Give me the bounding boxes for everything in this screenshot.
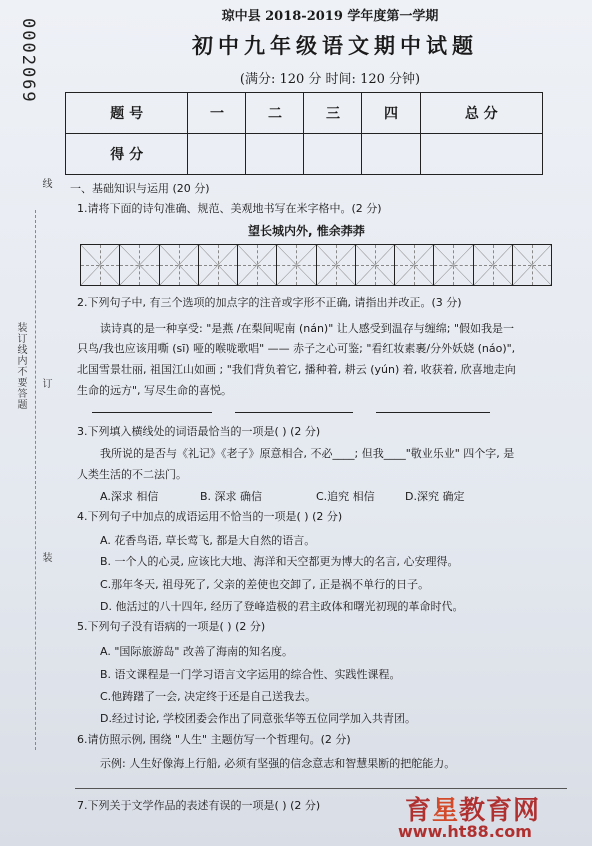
q4-option: A. 花香鸟语, 草长莺飞, 都是大自然的语言。 — [100, 534, 316, 547]
q3-line: 我所说的是否与《礼记》《老子》原意相合, 不必____; 但我____"敬业乐业" 四个字, 是 — [100, 447, 515, 460]
grid-cell[interactable] — [81, 245, 120, 285]
grid-cell[interactable] — [395, 245, 434, 285]
score-header-cell: 总 分 — [420, 93, 543, 134]
q5-option: B. 语文课程是一门学习语言文字运用的综合性、实践性课程。 — [100, 668, 401, 681]
serial-number: 0002069 — [18, 18, 38, 104]
q5-option: D.经过讨论, 学校团委会作出了同意张华等五位同学加入共青团。 — [100, 712, 416, 725]
q4-option: B. 一个人的心灵, 应该比大地、海洋和天空都更为博大的名言, 心安理得。 — [100, 555, 459, 568]
answer-blank[interactable] — [376, 412, 490, 413]
school-term: 琼中县 2018-2019 学年度第一学期 — [221, 9, 439, 24]
q5-option: C.他踌躇了一会, 决定终于还是自己送我去。 — [100, 690, 317, 703]
grid-cell[interactable] — [199, 245, 238, 285]
grid-cell[interactable] — [277, 245, 316, 285]
q2-stem: 2.下列句子中, 有三个选项的加点字的注音或字形不正确, 请指出并改正。(3 分) — [77, 296, 462, 309]
q2-line: 只鸟/我也应该用嘶 (sī) 哑的喉咙歌唱" —— 赤子之心可鉴; "看红妆素裹/分外妖娆 (náo)", — [77, 342, 516, 355]
grid-cell[interactable] — [238, 245, 277, 285]
grid-cell[interactable] — [474, 245, 513, 285]
section-title: 一、基础知识与运用 (20 分) — [70, 182, 210, 195]
score-header-cell: 一 — [188, 93, 246, 134]
q7-stem: 7.下列关于文学作品的表述有误的一项是( ) (2 分) — [77, 799, 321, 812]
q3-option: A.深求 相信 — [100, 490, 159, 503]
grid-cell[interactable] — [317, 245, 356, 285]
writing-grid[interactable] — [80, 244, 552, 286]
grid-cell[interactable] — [120, 245, 159, 285]
q5-stem: 5.下列句子没有语病的一项是( ) (2 分) — [77, 620, 266, 633]
q4-option: C.那年冬天, 祖母死了, 父亲的差使也交卸了, 正是祸不单行的日子。 — [100, 578, 430, 591]
side-mark-ding: 订 — [40, 378, 51, 389]
q6-example: 示例: 人生好像海上行船, 必须有坚强的信念意志和智慧果断的把舵能力。 — [100, 757, 456, 770]
score-header-cell: 题 号 — [66, 93, 188, 134]
answer-blank[interactable] — [92, 412, 212, 413]
grid-cell[interactable] — [160, 245, 199, 285]
q3-option: C.追究 相信 — [316, 490, 375, 503]
q6-stem: 6.请仿照示例, 围绕 "人生" 主题仿写一个哲理句。(2 分) — [77, 733, 351, 746]
q2-line: 北国雪景壮丽, 祖国江山如画 ; "我们背负着它, 播种着, 耕云 (yún) 着, 收获着, 欣喜地走向 — [77, 363, 516, 376]
score-header-cell: 三 — [304, 93, 362, 134]
q3-stem: 3.下列填入横线处的词语最恰当的一项是( ) (2 分) — [77, 425, 321, 438]
watermark-text: 教育网 — [459, 796, 541, 826]
score-cell[interactable] — [362, 134, 420, 175]
score-cell[interactable] — [304, 134, 362, 175]
q4-option: D. 他活过的八十四年, 经历了登峰造极的君主政体和曙光初现的革命时代。 — [100, 600, 464, 613]
watermark-url: www.ht88.com — [398, 822, 532, 841]
q2-line: 生命的远方", 写尽生命的喜悦。 — [77, 384, 233, 397]
q3-option: B. 深求 确信 — [200, 490, 263, 503]
answer-blank[interactable] — [235, 412, 353, 413]
binding-line — [35, 210, 36, 750]
exam-title: 初中九年级语文期中试题 — [192, 33, 478, 58]
side-mark-zhuang: 装 — [40, 552, 51, 563]
q3-line: 人类生活的不二法门。 — [77, 468, 187, 481]
score-row-label: 得 分 — [66, 134, 188, 175]
watermark-text: 育 — [405, 796, 433, 826]
q2-line: 读诗真的是一种享受: "是燕 /在梨间呢南 (nán)" 让人感受到温存与缠绵; "假如我是一 — [100, 322, 515, 335]
grid-cell[interactable] — [434, 245, 473, 285]
q1-poem: 望长城内外, 惟余莽莽 — [248, 224, 365, 238]
score-header-cell: 二 — [246, 93, 304, 134]
score-table — [65, 92, 543, 175]
score-cell[interactable] — [420, 134, 543, 175]
q3-option: D.深究 确定 — [405, 490, 465, 503]
grid-cell[interactable] — [513, 245, 551, 285]
score-cell[interactable] — [188, 134, 246, 175]
watermark-star: 星 — [432, 796, 460, 826]
score-table-score-row — [66, 134, 543, 175]
q4-stem: 4.下列句子中加点的成语运用不恰当的一项是( ) (2 分) — [77, 510, 343, 523]
q5-option: A. "国际旅游岛" 改善了海南的知名度。 — [100, 645, 293, 658]
score-header-cell: 四 — [362, 93, 420, 134]
q1-stem: 1.请将下面的诗句准确、规范、美观地书写在米字格中。(2 分) — [77, 202, 382, 215]
score-table-header-row — [66, 93, 543, 134]
score-cell[interactable] — [246, 134, 304, 175]
answer-line[interactable] — [75, 788, 567, 789]
side-notice: 装订线内不要答题 — [15, 322, 26, 410]
side-mark-line: 线 — [40, 178, 51, 189]
grid-cell[interactable] — [356, 245, 395, 285]
score-time: (满分: 120 分 时间: 120 分钟) — [239, 72, 421, 87]
